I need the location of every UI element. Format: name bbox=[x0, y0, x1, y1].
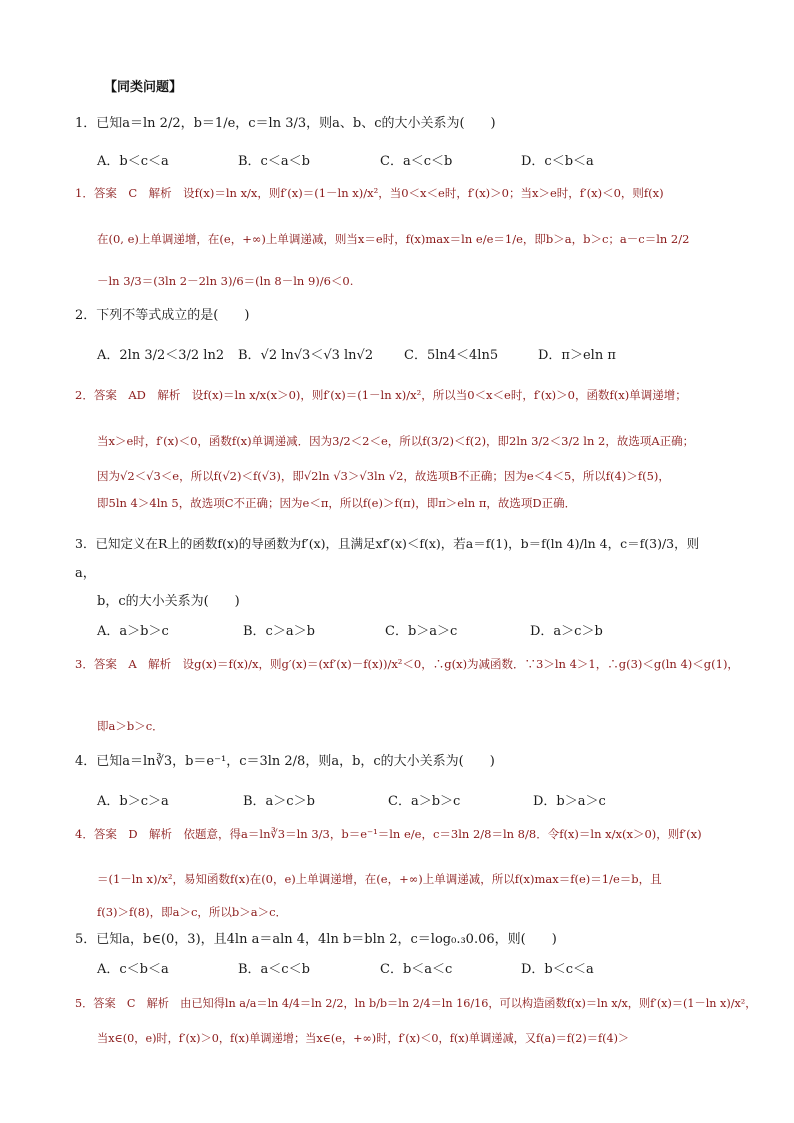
q5-answer-line-1: 5．答案 C 解析 由已知得ln a/a＝ln 4/4＝ln 2/2，ln b/b＝ln 2/4＝ln 16/16，可以构造函数f(x)＝ln x/x，则f′(x)＝(1－ln x)/x²， bbox=[75, 997, 757, 1010]
q4-option-a: A．b＞c＞a bbox=[97, 794, 169, 809]
q5-option-c: C．b＜a＜c bbox=[380, 962, 453, 977]
question-3-stem: 3．已知定义在R上的函数f(x)的导函数为f′(x)，且满足xf′(x)＜f(x)，若a＝f(1)，b＝f(ln 4)/ln 4，c＝f(3)/3，则 bbox=[75, 536, 700, 551]
q2-answer-line-1: 2．答案 AD 解析 设f(x)＝ln x/x(x＞0)，则f′(x)＝(1－ln x)/x²，所以当0＜x＜e时，f′(x)＞0，函数f(x)单调递增； bbox=[75, 388, 687, 402]
q1-answer-line-1: 1．答案 C 解析 设f(x)＝ln x/x，则f′(x)＝(1－ln x)/x²，当0＜x＜e时，f′(x)＞0；当x＞e时，f′(x)＜0，则f(x) bbox=[75, 186, 664, 200]
q1-option-a: A．b＜c＜a bbox=[97, 154, 169, 169]
q2-option-a: A．2ln 3/2＜3/2 ln2 bbox=[97, 348, 225, 363]
question-3-stem-cont: a， bbox=[75, 566, 96, 581]
q2-option-b: B．√2 ln√3＜√3 ln√2 bbox=[238, 348, 374, 363]
q5-option-b: B．a＜c＜b bbox=[238, 962, 310, 977]
q1-answer-line-2: 在(0, e)上单调递增，在(e，+∞)上单调递减，则当x＝e时，f(x)max＝ln e/e＝1/e，即b＞a，b＞c；a－c＝ln 2/2 bbox=[97, 232, 690, 246]
question-2-stem: 2．下列不等式成立的是( ) bbox=[75, 308, 250, 323]
q3-option-b: B．c＞a＞b bbox=[243, 624, 315, 639]
q2-option-c: C．5ln4＜4ln5 bbox=[404, 348, 499, 363]
q2-option-d: D．π＞eln π bbox=[538, 348, 616, 363]
q4-option-d: D．b＞a＞c bbox=[533, 794, 606, 809]
q3-option-a: A．a＞b＞c bbox=[97, 624, 169, 639]
q4-answer-line-3: f(3)＞f(8)，即a＞c，所以b＞a＞c． bbox=[97, 905, 288, 919]
q1-option-b: B．c＜a＜b bbox=[238, 154, 310, 169]
q4-answer-line-2: ＝(1－ln x)/x²，易知函数f(x)在(0，e)上单调递增，在(e，+∞)上单调递减，所以f(x)max＝f(e)＝1/e＝b，且 bbox=[97, 872, 662, 886]
q3-option-d: D．a＞c＞b bbox=[530, 624, 603, 639]
q3-option-c: C．b＞a＞c bbox=[385, 624, 458, 639]
q2-answer-line-4: 即5ln 4＞4ln 5，故选项C不正确；因为e＜π，所以f(e)＞f(π)，即π＞eln π，故选项D正确． bbox=[97, 496, 577, 510]
section-heading: 【同类问题】 bbox=[104, 80, 183, 95]
q5-option-d: D．b＜c＜a bbox=[521, 962, 594, 977]
q1-option-c: C．a＜c＜b bbox=[380, 154, 453, 169]
q3-answer-line-1: 3．答案 A 解析 设g(x)＝f(x)/x，则g′(x)＝(xf′(x)－f(x))/x²＜0，∴g(x)为减函数．∵3＞ln 4＞1，∴g(3)＜g(ln 4)＜g(1)， bbox=[75, 657, 739, 671]
question-5-stem: 5．已知a，b∈(0，3)，且4ln a＝aln 4，4ln b＝bln 2，c＝log₀.₃0.06，则( ) bbox=[75, 932, 557, 947]
question-1-stem: 1．已知a＝ln 2/2，b＝1/e，c＝ln 3/3，则a、b、c的大小关系为( ) bbox=[75, 116, 496, 131]
q1-answer-line-3: －ln 3/3＝(3ln 2－2ln 3)/6＝(ln 8－ln 9)/6＜0. bbox=[97, 274, 354, 288]
q2-answer-line-3: 因为√2＜√3＜e，所以f(√2)＜f(√3)，即√2ln √3＞√3ln √2，故选项B不正确；因为e＜4＜5，所以f(4)＞f(5)， bbox=[97, 469, 670, 483]
question-3-stem-cont-2: b，c的大小关系为( ) bbox=[97, 594, 240, 609]
question-4-stem: 4．已知a＝ln∛3，b＝e⁻¹，c＝3ln 2/8，则a，b，c的大小关系为( ) bbox=[75, 754, 495, 769]
q4-answer-line-1: 4．答案 D 解析 依题意，得a＝ln∛3＝ln 3/3，b＝e⁻¹＝ln e/e，c＝3ln 2/8＝ln 8/8．令f(x)＝ln x/x(x＞0)，则f′(x) bbox=[75, 827, 702, 841]
q1-option-d: D．c＜b＜a bbox=[521, 154, 594, 169]
q4-option-c: C．a＞b＞c bbox=[388, 794, 461, 809]
q5-option-a: A．c＜b＜a bbox=[97, 962, 169, 977]
q3-answer-line-2: 即a＞b＞c． bbox=[97, 719, 164, 733]
q5-answer-line-2: 当x∈(0，e)时，f′(x)＞0，f(x)单调递增；当x∈(e，+∞)时，f′(x)＜0，f(x)单调递减，又f(a)＝f(2)＝f(4)＞ bbox=[97, 1032, 630, 1045]
q4-option-b: B．a＞c＞b bbox=[243, 794, 315, 809]
q2-answer-line-2: 当x＞e时，f′(x)＜0，函数f(x)单调递减．因为3/2＜2＜e，所以f(3/2)＜f(2)，即2ln 3/2＜3/2 ln 2，故选项A正确； bbox=[97, 434, 695, 448]
